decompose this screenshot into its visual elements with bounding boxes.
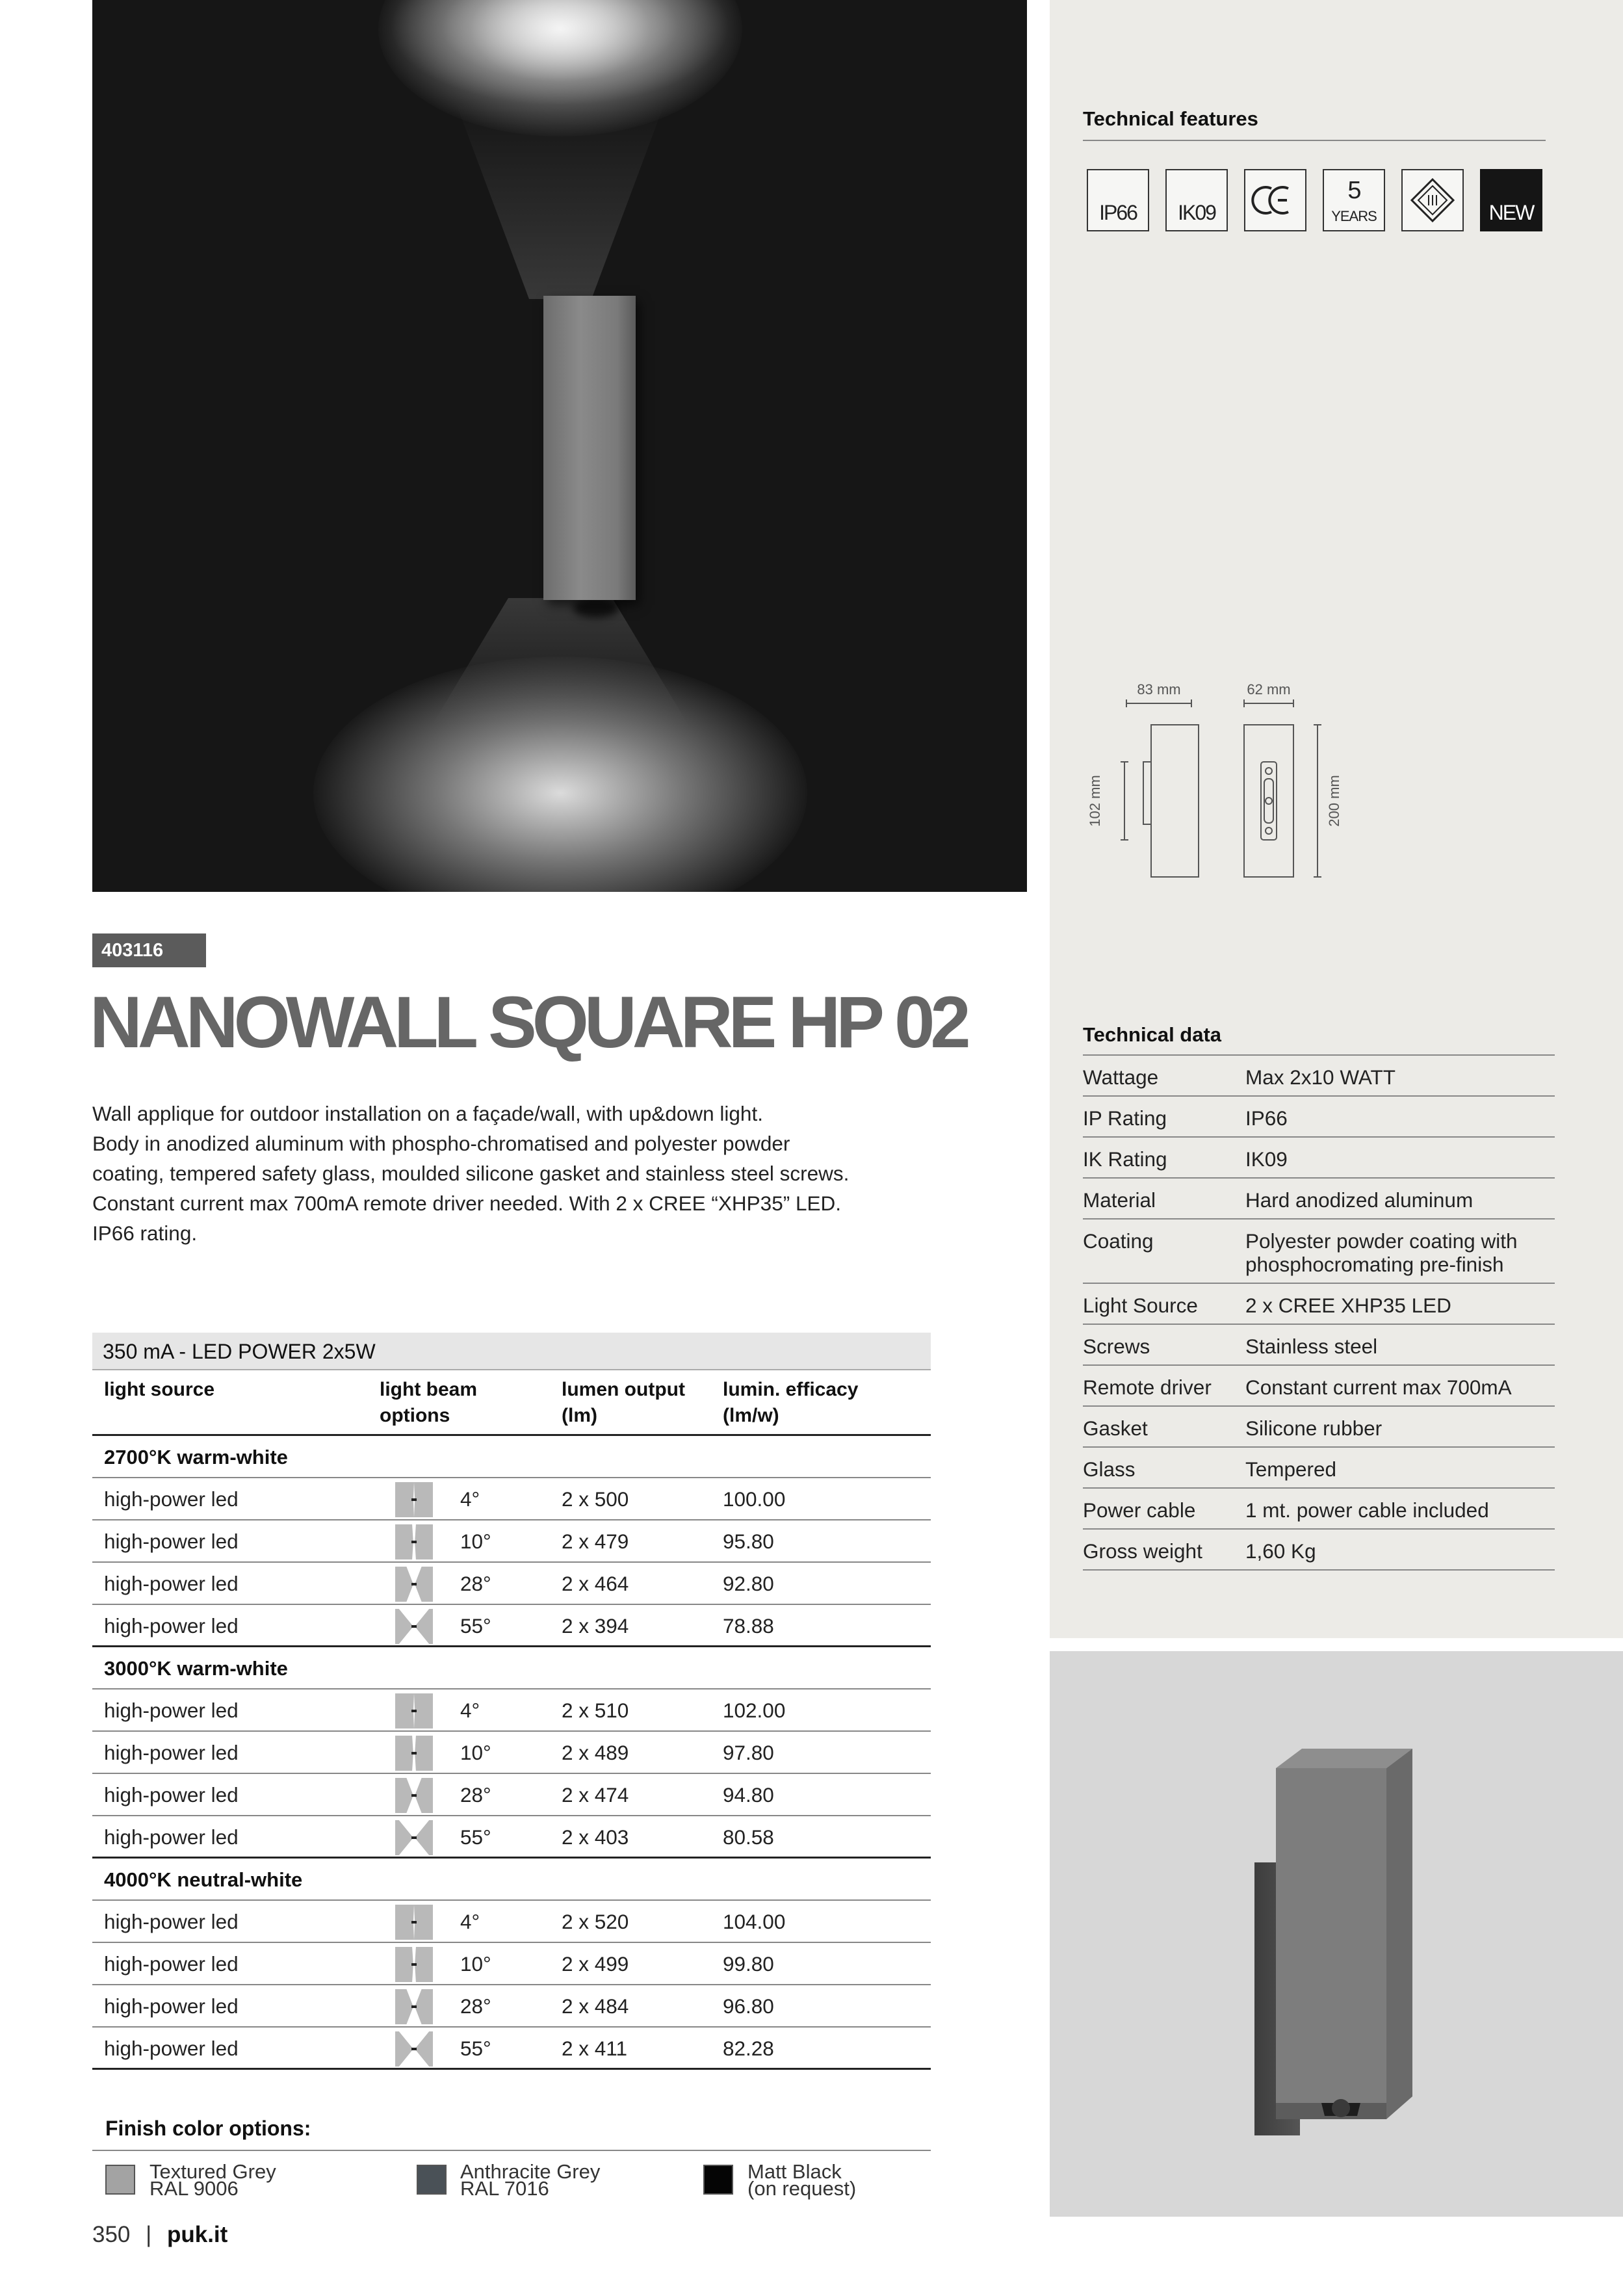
cell-light-source: high-power led [104,1783,239,1807]
dim-side-body [1151,725,1199,877]
tech-data-label: Gross weight [1083,1539,1202,1563]
footer-separator: | [146,2222,152,2247]
tech-data-label: Light Source [1083,1294,1198,1317]
tech-data-row [1083,1407,1555,1448]
cell-efficacy: 100.00 [723,1487,786,1511]
cell-efficacy: 78.88 [723,1614,774,1637]
finish-name: Matt Black [747,2160,842,2183]
tech-data-value: IP66 [1245,1106,1288,1130]
beam-angle-icon [395,1905,433,1940]
technical-data-table [1083,1054,1555,1571]
finish-label [149,2160,276,2200]
new-badge [1480,169,1542,231]
tech-data-value: 1 mt. power cable included [1245,1498,1489,1522]
dimensions-drawing [1079,676,1371,891]
cell-light-source: high-power led [104,1952,239,1976]
beam-angle-icon [395,1778,433,1813]
cell-efficacy: 99.80 [723,1952,774,1976]
cell-lumen-output: 2 x 403 [562,1825,629,1849]
finish-name: Anthracite Grey [460,2160,601,2183]
tech-data-row [1083,1489,1555,1530]
tech-data-value: IK09 [1245,1147,1288,1171]
beam-angle-icon [395,1989,433,2024]
cell-light-source: high-power led [104,1530,239,1553]
finish-label [460,2160,601,2200]
tech-data-row [1083,1138,1555,1179]
beam-angle-icon [395,1947,433,1982]
beam-angle-icon [395,1567,433,1602]
column-header-beam: light beam options [380,1379,478,1426]
table-column-headers [92,1370,931,1436]
tech-data-row [1083,1284,1555,1325]
cell-lumen-output: 2 x 510 [562,1699,629,1722]
finish-divider [92,2150,931,2151]
hero-photo [92,0,1027,892]
table-row [92,1901,931,1943]
tech-data-value: Max 2x10 WATT [1245,1065,1396,1089]
cell-lumen-output: 2 x 394 [562,1614,629,1637]
dim-width-b: 62 mm [1247,681,1291,698]
description-line: Constant current max 700mA remote driver needed. With 2 x CREE “XHP35” LED. [92,1192,841,1215]
cell-light-source: high-power led [104,1825,239,1849]
warranty-years-text: YEARS [1331,208,1377,224]
cell-efficacy: 104.00 [723,1910,786,1933]
technical-data-title: Technical data [1083,1023,1222,1046]
warranty-years-number: 5 [1347,177,1360,204]
tech-data-label: Remote driver [1083,1376,1212,1399]
cell-lumen-output: 2 x 520 [562,1910,629,1933]
cell-light-source: high-power led [104,1699,239,1722]
description-line: coating, tempered safety glass, moulded silicone gasket and stainless steel screws. [92,1162,850,1185]
page-footer [92,2222,227,2248]
swatch-matt-black [703,2165,733,2195]
product-description [92,1099,1015,1248]
page-number: 350 [92,2222,131,2247]
tech-data-label: Wattage [1083,1065,1159,1089]
tech-data-label: Power cable [1083,1498,1196,1522]
cell-lumen-output: 2 x 464 [562,1572,629,1595]
cell-lumen-output: 2 x 499 [562,1952,629,1976]
tech-data-label: Material [1083,1188,1156,1212]
tech-data-label: Gasket [1083,1416,1148,1440]
table-group-header: 3000°K warm-white [92,1647,931,1689]
cell-beam-angle: 28° [460,1572,491,1595]
site-link[interactable]: puk.it [166,2222,228,2247]
beam-angle-icon [395,1524,433,1559]
class-iii-badge [1401,169,1464,231]
cell-beam-angle: 55° [460,1825,491,1849]
cell-beam-angle: 10° [460,1530,491,1553]
tech-data-row [1083,1530,1555,1571]
cell-beam-angle: 55° [460,1614,491,1637]
cell-light-source: high-power led [104,1572,239,1595]
dim-height-a: 102 mm [1087,775,1103,827]
technical-features-title: Technical features [1083,107,1258,130]
cell-efficacy: 95.80 [723,1530,774,1553]
product-code: 403116 [92,933,206,967]
tech-data-value: Stainless steel [1245,1335,1378,1358]
description-line: Body in anodized aluminum with phospho-chromatised and polyester powder [92,1132,790,1155]
technical-features-divider [1083,140,1546,141]
tech-data-row [1083,1366,1555,1407]
description-line: Wall applique for outdoor installation on a façade/wall, with up&down light. [92,1102,763,1125]
beam-angle-icon [395,1736,433,1771]
finish-label [747,2160,857,2200]
cell-beam-angle: 10° [460,1952,491,1976]
table-body [92,1436,931,2070]
tech-data-label: Screws [1083,1335,1150,1358]
table-row [92,1520,931,1563]
swatch-textured-grey [105,2165,135,2195]
fixture-photo [543,296,636,600]
cell-efficacy: 97.80 [723,1741,774,1764]
column-header-lumen: lumen output (lm) [562,1379,685,1426]
cell-light-source: high-power led [104,1741,239,1764]
column-header-efficacy: lumin. efficacy (lm/w) [723,1379,859,1426]
finish-name: Textured Grey [149,2160,276,2183]
finish-code: RAL 7016 [460,2177,549,2200]
product-body [1276,1749,1412,2119]
cell-light-source: high-power led [104,1910,239,1933]
ce-badge [1244,169,1306,231]
table-power-header: 350 mA - LED POWER 2x5W [92,1333,931,1370]
class-iii-icon [1403,170,1462,230]
ip66-badge [1087,169,1149,231]
cell-efficacy: 82.28 [723,2037,774,2060]
cell-light-source: high-power led [104,1614,239,1637]
warranty-badge [1323,169,1385,231]
table-row [92,1689,931,1732]
tech-data-value: Hard anodized aluminum [1245,1188,1474,1212]
light-beam-bottom [430,598,690,728]
cell-beam-angle: 4° [460,1487,480,1511]
table-row [92,1774,931,1816]
swatch-anthracite-grey [417,2165,447,2195]
table-row [92,1816,931,1859]
cell-lumen-output: 2 x 411 [562,2037,627,2060]
dim-height-b: 200 mm [1326,775,1342,827]
tech-data-label: IP Rating [1083,1106,1167,1130]
cell-efficacy: 102.00 [723,1699,786,1722]
table-group-header: 4000°K neutral-white [92,1859,931,1901]
table-row [92,1732,931,1774]
tech-data-value: 1,60 Kg [1245,1539,1316,1563]
cell-beam-angle: 55° [460,2037,491,2060]
tech-data-row [1083,1097,1555,1138]
product-title: NANOWALL SQUARE HP 02 [90,982,967,1063]
ik09-text: IK09 [1178,201,1215,224]
cell-light-source: high-power led [104,1994,239,2018]
beam-angle-icon [395,2031,433,2067]
finish-title: Finish color options: [105,2117,311,2140]
beam-angle-icon [395,1820,433,1855]
table-row [92,2028,931,2070]
table-row [92,1605,931,1647]
cell-efficacy: 80.58 [723,1825,774,1849]
cell-beam-angle: 4° [460,1699,480,1722]
cell-beam-angle: 28° [460,1783,491,1807]
cell-lumen-output: 2 x 484 [562,1994,629,2018]
dim-side-bracket [1143,762,1151,824]
tech-data-label: Glass [1083,1457,1136,1481]
beam-angle-icon [395,1482,433,1517]
finish-code: (on request) [747,2177,857,2200]
cell-lumen-output: 2 x 479 [562,1530,629,1553]
cell-lumen-output: 2 x 489 [562,1741,629,1764]
ce-mark-icon [1245,170,1305,230]
tech-data-row [1083,1325,1555,1366]
cell-light-source: high-power led [104,1487,239,1511]
tech-data-value: Silicone rubber [1245,1416,1383,1440]
description-line: IP66 rating. [92,1221,198,1245]
tech-data-value: Constant current max 700mA [1245,1376,1512,1399]
table-row [92,1943,931,1985]
cell-beam-angle: 4° [460,1910,480,1933]
table-row [92,1478,931,1520]
finish-code: RAL 9006 [149,2177,239,2200]
tech-data-row [1083,1179,1555,1220]
beam-angle-icon [395,1693,433,1729]
table-row [92,1563,931,1605]
dim-width-a: 83 mm [1137,681,1181,698]
cell-efficacy: 94.80 [723,1783,774,1807]
tech-data-row [1083,1448,1555,1489]
ip66-text: IP66 [1099,201,1137,224]
fixture-shadow [573,598,619,618]
cell-lumen-output: 2 x 500 [562,1487,629,1511]
beam-angle-icon [395,1609,433,1644]
light-beam-top [456,104,664,299]
tech-data-value: 2 x CREE XHP35 LED [1245,1294,1451,1317]
table-row [92,1985,931,2028]
light-output-table [92,1333,931,2070]
ik09-badge [1165,169,1228,231]
cell-efficacy: 96.80 [723,1994,774,2018]
cell-beam-angle: 28° [460,1994,491,2018]
tech-data-value: Tempered [1245,1457,1337,1481]
tech-data-label: Coating [1083,1229,1154,1253]
cell-light-source: high-power led [104,2037,239,2060]
cell-efficacy: 92.80 [723,1572,774,1595]
cell-lumen-output: 2 x 474 [562,1783,629,1807]
table-group-header: 2700°K warm-white [92,1436,931,1478]
tech-data-label: IK Rating [1083,1147,1167,1171]
cell-beam-angle: 10° [460,1741,491,1764]
new-text: NEW [1488,201,1534,224]
tech-data-row [1083,1220,1555,1284]
tech-data-value: Polyester powder coating with phosphocromating pre-finish [1245,1229,1518,1276]
column-header-light-source: light source [104,1379,215,1400]
tech-data-row [1083,1056,1555,1097]
